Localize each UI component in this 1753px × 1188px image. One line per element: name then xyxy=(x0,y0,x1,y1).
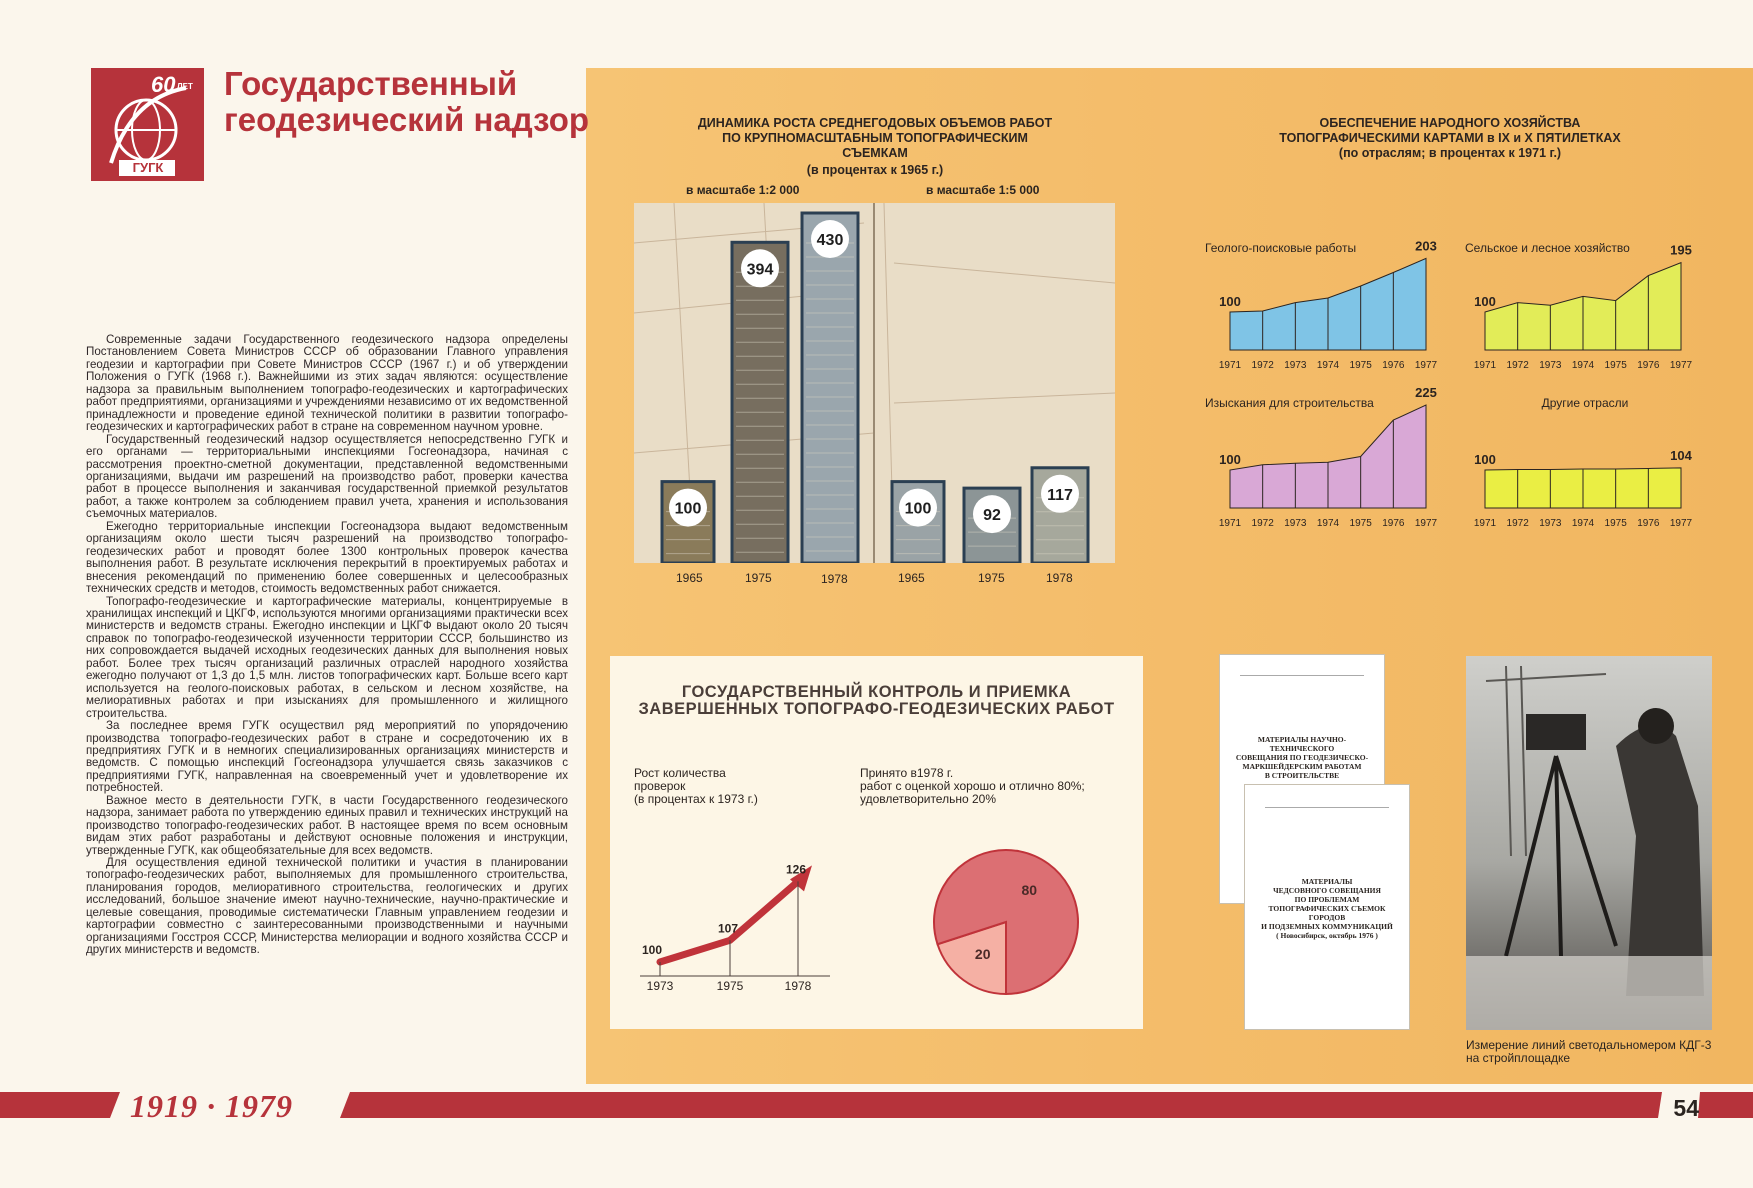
pie-slice-label: 20 xyxy=(974,946,991,963)
bar-chart xyxy=(634,203,1115,563)
snow-ground xyxy=(1466,956,1712,1030)
hat-icon xyxy=(1638,708,1674,744)
logo-years: 60 xyxy=(151,72,176,97)
area-year-label: 1975 xyxy=(1604,518,1627,529)
area-year-label: 1972 xyxy=(1506,518,1529,529)
doc-line: В СТРОИТЕЛЬСТВЕ xyxy=(1264,771,1340,780)
bar xyxy=(802,213,858,563)
growth-value-label: 100 xyxy=(642,943,663,957)
bar-value-label: 117 xyxy=(1047,486,1073,504)
bar-year-label: 1965 xyxy=(676,571,703,585)
area-year-label: 1971 xyxy=(1473,518,1497,529)
control-title-line: ЗАВЕРШЕННЫХ ТОПОГРАФО-ГЕОДЕЗИЧЕСКИХ РАБОТ xyxy=(638,700,1115,718)
area-year-label: 1975 xyxy=(1604,360,1627,371)
area-year-label: 1976 xyxy=(1382,360,1405,371)
bar-year-label: 1975 xyxy=(745,571,772,585)
area-start-label: 100 xyxy=(1474,452,1496,467)
area-end-label: 104 xyxy=(1670,447,1692,463)
area-year-label: 1977 xyxy=(1414,518,1438,529)
pie-slice-label: 80 xyxy=(1021,881,1038,898)
area-year-label: 1974 xyxy=(1571,360,1595,371)
area-charts xyxy=(1190,240,1710,550)
doc-line: МАРКШЕЙДЕРСКИМ РАБОТАМ xyxy=(1242,762,1362,771)
doc-line: ПО ПРОБЛЕМАМ xyxy=(1294,895,1360,904)
bar-value-label: 394 xyxy=(746,261,774,279)
page-title xyxy=(224,66,589,138)
doc-line: МАТЕРИАЛЫ НАУЧНО-ТЕХНИЧЕСКОГО xyxy=(1257,735,1347,753)
body-text xyxy=(86,334,568,957)
growth-label-line: (в процентах к 1973 г.) xyxy=(634,792,758,806)
bar-chart-title-line: СЪЕМКАМ xyxy=(842,146,908,160)
accepted-label xyxy=(860,767,1085,806)
footer-years: 1919 · 1979 xyxy=(130,1088,293,1124)
area-start-label: 100 xyxy=(1219,452,1241,467)
bar-chart-title-line: ПО КРУПНОМАСШТАБНЫМ ТОПОГРАФИЧЕСКИМ xyxy=(722,131,1028,145)
page-title-line2: геодезический надзор xyxy=(224,101,590,138)
area-year-label: 1973 xyxy=(1284,518,1307,529)
area-chart-title-line: ОБЕСПЕЧЕНИЕ НАРОДНОГО ХОЗЯЙСТВА xyxy=(1319,116,1581,130)
area-year-label: 1974 xyxy=(1316,360,1340,371)
doc-line: ( Новосибирск, октябрь 1976 ) xyxy=(1276,931,1378,940)
doc-line: МАТЕРИАЛЫ xyxy=(1301,877,1353,886)
growth-value-label: 107 xyxy=(718,921,739,936)
page-number: 54 xyxy=(1673,1095,1699,1121)
area-year-label: 1976 xyxy=(1637,360,1660,371)
accepted-label-line: работ с оценкой хорошо и отлично 80%; xyxy=(860,779,1085,793)
paragraph: Государственный геодезический надзор осуществляется непосредственно ГУГК и его органами — территориальными инспекциями Госгеонадзора, начиная с рассмотрения проектно-сметной документации, представленной ведомственными организациями, выдачи им разрешений на производство работ, проверки качества работ в процессе выполнения и заканчивая государственной приемкой результатов работ, а также контролем за соблюдением правил учета, хранения и использования съемочных материалов. xyxy=(86,432,568,521)
area-year-label: 1974 xyxy=(1316,518,1340,529)
doc-line: ЧЕДСОВНОГО СОВЕЩАНИЯ xyxy=(1273,886,1381,895)
document-cover-2 xyxy=(1244,784,1410,1030)
area-year-label: 1974 xyxy=(1571,518,1595,529)
area-end-label: 225 xyxy=(1415,385,1437,400)
growth-year-label: 1978 xyxy=(784,979,812,993)
growth-line-chart xyxy=(630,856,850,1006)
bar-value-label: 430 xyxy=(816,232,844,249)
growth-label-line: Рост количества xyxy=(634,766,726,780)
bar-value-label: 100 xyxy=(674,500,702,518)
gugk-60-logo xyxy=(91,68,204,181)
area-year-label: 1975 xyxy=(1349,360,1372,371)
doc-line: ТОПОГРАФИЧЕСКИХ СЪЕМОК ГОРОДОВ xyxy=(1268,904,1386,922)
area-year-label: 1972 xyxy=(1251,360,1274,371)
doc-header-rule xyxy=(1265,797,1389,808)
control-acceptance-panel xyxy=(610,656,1143,1029)
area-year-label: 1971 xyxy=(1218,360,1242,371)
area-panel-title: Сельское и лесное хозяйство xyxy=(1465,241,1630,255)
growth-label xyxy=(634,767,758,806)
scale-left-label: в масштабе 1:2 000 xyxy=(686,183,800,197)
logo-org: ГУГК xyxy=(132,160,164,175)
area-year-label: 1973 xyxy=(1284,360,1307,371)
growth-label-line: проверок xyxy=(634,779,686,793)
paragraph: Для осуществления единой технической политики и участия в планировании топографо-геодезических работ, выполняемых для промышленного строительства, планирования городов, мелиоративного строительства, геологических и других исследований, большое значение имеют научно-технические, научно-практические и целевые совещания, проводимые систематически Главным управлением геодезии и картографии совместно с заинтересованными производственными и научными организациями Госстроя СССР, Министерства мелиорации и водного хозяйства СССР и других министерств и ведомств. xyxy=(86,856,568,957)
area-year-label: 1971 xyxy=(1218,518,1242,529)
bar-value-label: 92 xyxy=(983,507,1001,525)
accepted-label-line: Принято в1978 г. xyxy=(860,766,954,780)
bar-value-label: 100 xyxy=(904,500,932,518)
doc-header-rule xyxy=(1240,665,1364,676)
control-title-line: ГОСУДАРСТВЕННЫЙ КОНТРОЛЬ И ПРИЕМКА xyxy=(681,683,1072,701)
growth-year-label: 1973 xyxy=(646,979,674,993)
area-year-label: 1973 xyxy=(1539,518,1562,529)
doc-line: СОВЕЩАНИЯ ПО ГЕОДЕЗИЧЕСКО- xyxy=(1235,753,1369,762)
area-year-label: 1977 xyxy=(1414,360,1438,371)
paragraph: Топографо-геодезические и картографические материалы, концентрируемые в хранилищах инспекций и ЦКГФ, используются многими организациями практически всех министерств и ведомств страны. Ежегодно инспекции и ЦКГФ выдают около 20 тысяч справок по топографо-геодезической изученности территории СССР, большинство из них сопровождается выдачей исходных геодезических данных для выполнения новых работ. Более трех тысяч организаций различных отраслей народного хозяйства ежегодно получают от 1,3 до 1,5 млн. листов топографических карт. Больше всего карт используется на геолого-поисковых работах, в сельском и лесном хозяйстве, на мелиоративных работах и при изысканиях для промышленного и жилищного строительства. xyxy=(86,594,568,720)
doc2-title xyxy=(1251,877,1403,940)
page-title-line1: Государственный xyxy=(224,65,518,102)
photo-caption: Измерение линий светодальномером КДГ-3 на стройплощадке xyxy=(1466,1038,1712,1065)
growth-year-label: 1975 xyxy=(716,979,744,993)
area-panel-title: Другие отрасли xyxy=(1541,396,1629,410)
surveyor-photo xyxy=(1466,656,1712,1030)
area-year-label: 1976 xyxy=(1637,518,1660,529)
growth-value-label: 126 xyxy=(786,862,807,877)
bar-chart-photo-map xyxy=(634,203,1115,563)
control-title xyxy=(610,684,1143,718)
area-year-label: 1973 xyxy=(1539,360,1562,371)
bar-chart-title-line: ДИНАМИКА РОСТА СРЕДНЕГОДОВЫХ ОБЪЕМОВ РАБОТ xyxy=(697,116,1053,130)
area-end-label: 195 xyxy=(1670,242,1692,258)
bar-year-label: 1978 xyxy=(821,572,848,586)
area-panel-title: Изыскания для строительства xyxy=(1205,396,1374,410)
paragraph: Современные задачи Государственного геодезического надзора определены Постановлением Совета Министров СССР об образовании Главного управления геодезии и картографии при Совете Министров СССР (1967 г.) и об утверждении Положения о ГУГК (1968 г.). Важнейшими из этих задач являются: осуществление надзора за правильным выполнением топографо-геодезических и картографических работ предприятиями, организациями и учреждениями независимо от их ведомственной принадлежности и проведение единой технической политики в развитии топографо-геодезических и картографических работ в стране на современном научном уровне. xyxy=(86,333,568,434)
area-year-label: 1972 xyxy=(1506,360,1529,371)
area-year-label: 1976 xyxy=(1382,518,1405,529)
area-chart-subtitle: (по отраслям; в процентах к 1971 г.) xyxy=(1338,146,1562,160)
paragraph: Ежегодно территориальные инспекции Госгеонадзора выдают ведомственным организациям около шести тысяч разрешений на производство топографо-геодезических работ и проводят более 1300 контрольных проверок качества выполнения работ. В результате исключения перекрытий в проектируемых работах и внесения рекомендаций по применению более совершенных и целесообразных технических средств и методов, стоимость ведомственных работ снижается. xyxy=(86,519,568,596)
surveyor-illustration xyxy=(1466,656,1712,1030)
bar-chart-title xyxy=(640,116,1110,178)
tripod-icon xyxy=(1506,756,1616,956)
scale-right-label: в масштабе 1:5 000 xyxy=(926,183,1040,197)
area-chart-title-line: ТОПОГРАФИЧЕСКИМИ КАРТАМИ в IX и X ПЯТИЛЕТКАХ xyxy=(1279,131,1621,145)
area-start-label: 100 xyxy=(1474,294,1496,309)
doc1-title xyxy=(1226,735,1378,780)
crane-icon xyxy=(1486,666,1606,856)
rangefinder-icon xyxy=(1526,714,1586,750)
paragraph: За последнее время ГУГК осуществил ряд мероприятий по упорядочению производства топографо-геодезических работ в стране и сосредоточению их в предприятиях ГУГК и в немногих специализированных организациях министерств и ведомств. С помощью инспекций Госгеонадзора улучшается связь заказчиков с предприятиями ГУГК, направленная на своевременный учет и удовлетворение их потребностей. xyxy=(86,719,568,795)
area-start-label: 100 xyxy=(1219,294,1241,309)
bar-year-label: 1978 xyxy=(1046,571,1073,585)
area-year-label: 1971 xyxy=(1473,360,1497,371)
bar-year-label: 1975 xyxy=(978,571,1005,585)
area-year-label: 1975 xyxy=(1349,518,1372,529)
area-year-label: 1972 xyxy=(1251,518,1274,529)
bar-chart-subtitle: (в процентах к 1965 г.) xyxy=(806,163,944,177)
doc-line: И ПОДЗЕМНЫХ КОММУНИКАЦИЙ xyxy=(1261,922,1393,931)
bar-year-label: 1965 xyxy=(898,571,925,585)
bar xyxy=(732,242,788,563)
logo-years-suffix: ЛЕТ xyxy=(177,82,193,91)
area-year-label: 1977 xyxy=(1669,360,1693,371)
pie-chart xyxy=(926,842,1086,1002)
area-year-label: 1977 xyxy=(1669,518,1693,529)
person-icon xyxy=(1616,726,1704,996)
area-end-label: 203 xyxy=(1415,240,1437,254)
area-panel-title: Геолого-поисковые работы xyxy=(1205,241,1357,255)
area-chart-title xyxy=(1230,116,1670,161)
accepted-label-line: удовлетворительно 20% xyxy=(860,792,996,806)
paragraph: Важное место в деятельности ГУГК, в части Государственного геодезического надзора, занимает работа по утверждению единых правил и технических инструкций на производство топографо-геодезических работ. В настоящее время по всем основным видам этих работ разработаны и действуют основные положения и инструкции, утвержденные ГУГК, как общеобязательные для всех ведомств. xyxy=(86,793,568,857)
